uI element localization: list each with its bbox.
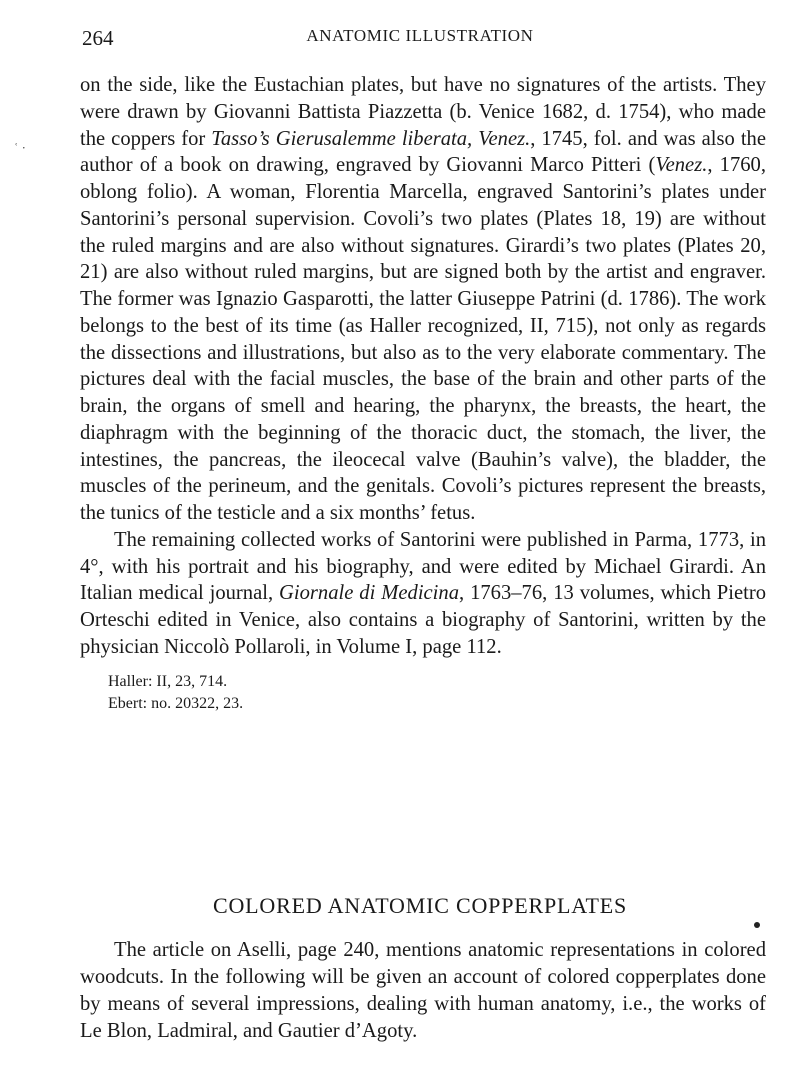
body-text (80, 72, 766, 715)
paragraph-2 (80, 527, 766, 661)
text-segment: , 1760, oblong folio). A woman, Florentia Marcella, engraved Santorini’s plates under Santorini’s personal supervision. Covoli’s two plates (Plates 18, 19) are without the ruled margins and are also without signatures. Girardi’s two plates (Plates 20, 21) are also without ruled margins, but are signed both by the artist and engraver. The former was Ignazio Gasparotti, the latter Giuseppe Patrini (d. 1786). The work belongs to the best of its time (as Haller recognized, II, 715), not only as regards the dissections and illustrations, but also as to the very elaborate commentary. The pictures deal with the facial muscles, the base of the brain and other parts of the brain, the organs of smell and hearing, the pharynx, the breasts, the heart, the diaphragm with the beginning of the thoracic duct, the stomach, the liver, the intestines, the pancreas, the ileocecal valve (Bauhin’s valve), the bladder, the muscles of the perineum, and the genitals. Covoli’s pictures represent the breasts, the tunics of the testicle and a six months’ fetus. (80, 154, 766, 524)
italic-title: Tasso’s Gierusalemme liberata, Venez. (211, 127, 531, 150)
text-segment: , 1763–76, 13 volumes, which Pietro Orteschi edited in Venice, also contains a biography of Santorini, written by the physician Niccolò Pollaroli, in Volume I, page 112. (80, 582, 766, 658)
reference-haller: Haller: II, 23, 714. (108, 672, 228, 690)
page-number: 264 (82, 26, 114, 50)
section-paragraph (80, 937, 766, 1045)
ink-speck (754, 922, 760, 928)
section-heading: COLORED ANATOMIC COPPERPLATES (213, 893, 627, 918)
text-segment: , 1745, fol. and was also the author of a book on drawing, engraved by Giovanni Marco Pitteri ( (80, 127, 766, 177)
italic-journal: Giornale di Medicina (279, 582, 459, 605)
running-head: ANATOMIC ILLUSTRATION (306, 26, 534, 45)
text-segment: on the side, like the Eustachian plates, but have no signatures of the artists. They were drawn by Giovanni Battista Piazzetta (b. Venice 1682, d. 1754), who made the coppers for (80, 74, 766, 150)
italic-place: Venez. (655, 154, 708, 177)
reference-ebert: Ebert: no. 20322, 23. (108, 694, 244, 712)
margin-mark: ʿ · (14, 140, 26, 155)
references (108, 671, 766, 715)
paragraph-1 (80, 72, 766, 527)
text-segment: The remaining collected works of Santorini were published in Parma, 1773, in 4°, with his portrait and his biography, and were edited by Michael Girardi. An Italian medical journal, (80, 528, 766, 605)
section-paragraph-text: The article on Aselli, page 240, mentions anatomic representations in colored woodcuts. In the following will be given an account of colored copperplates done by means of several impressions, dealing with human anatomy, i.e., the works of Le Blon, Ladmiral, and Gautier d’Agoty. (80, 939, 766, 1042)
